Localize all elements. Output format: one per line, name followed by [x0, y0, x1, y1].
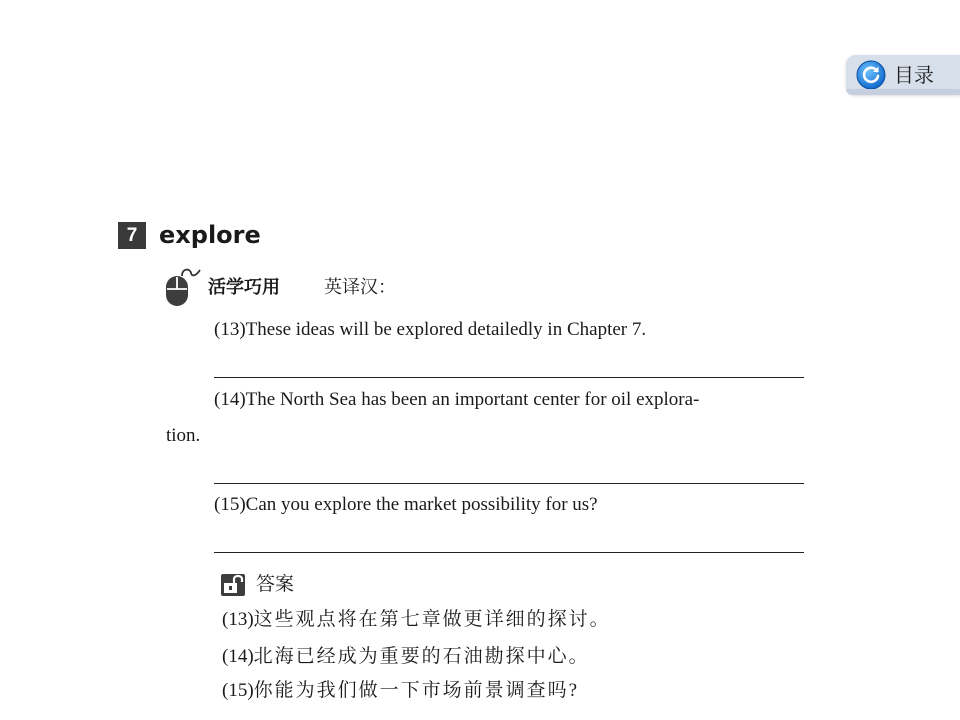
toc-button[interactable] — [846, 55, 960, 95]
exercise-14-answer-line — [214, 483, 804, 484]
answer-13-number: (13) — [222, 609, 254, 630]
exercise-15-answer-line — [214, 552, 804, 553]
refresh-circle-icon — [856, 60, 886, 90]
answer-14-number: (14) — [222, 646, 254, 667]
exercise-13-answer-line — [214, 377, 804, 378]
mouse-icon — [164, 264, 202, 308]
toc-label: 目录 — [894, 63, 934, 87]
answer-14 — [222, 643, 590, 671]
answer-14-text: 北海已经成为重要的石油勘探中心。 — [253, 646, 590, 667]
entry-headword: explore — [159, 221, 261, 249]
exercise-13-text: (13)These ideas will be explored detailedly in Chapter 7. — [214, 319, 647, 340]
answer-13-text: 这些观点将在第七章做更详细的探讨。 — [253, 609, 611, 630]
answer-title: 答案 — [256, 573, 295, 595]
exercise-15-text: (15)Can you explore the market possibility for us? — [214, 494, 598, 515]
practice-title: 活学巧用 — [208, 277, 280, 298]
answer-15-text: 你能为我们做一下市场前景调查吗? — [253, 680, 580, 701]
practice-instruction: 英译汉： — [324, 277, 396, 298]
entry-number-badge: 7 — [118, 222, 146, 249]
open-lock-icon — [220, 571, 246, 597]
answer-13 — [222, 606, 611, 634]
exercise-14-text-continued: tion. — [166, 425, 201, 446]
exercise-14-text: (14)The North Sea has been an important center for oil explora- — [214, 389, 700, 410]
answer-15-number: (15) — [222, 680, 254, 701]
answer-15 — [222, 677, 579, 705]
